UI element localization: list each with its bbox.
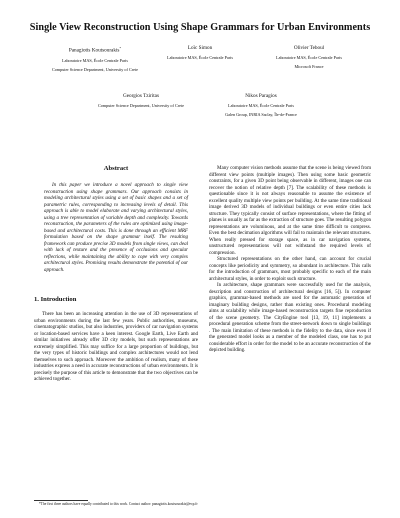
author-block-3 xyxy=(254,45,364,70)
author-block-5 xyxy=(206,93,316,118)
author-block-1 xyxy=(40,45,150,73)
author-affiliation: Galen Group, INRIA Saclay, Île-de-France xyxy=(225,112,297,118)
author-name: Nikos Paragios xyxy=(245,93,277,99)
paper-title: Single View Reconstruction Using Shape Grammars for Urban Environments xyxy=(29,22,371,33)
abstract-text: In this paper we introduce a novel approach to single view reconstruction using shape grammars. Our approach consists in modeling architectural styles using a set of basic shapes and a set of parametric rules, corresponding to increasing levels of detail. This approach is able to model elaborate and varying architectural styles, using a tree representation of variable depth and complexity. Towards reconstruction, the parameters of the rules are optimized using image-based and architectural costs. This is done through an efficient MRF formulation based on the shape grammar itself. The resulting framework can produce precise 3D models from single views, can deal with lack of texture and the presence of occlusions and specular reflections, while maintaining the ability to cope with very complex architectural styles. Promising results demonstrate the potential of our approach. xyxy=(44,182,188,273)
author-affiliation: Computer Science Department, University of Crete xyxy=(51,66,139,72)
abstract-heading: Abstract xyxy=(103,165,129,172)
author-affiliation: Laboratoire MAS, École Centrale Paris xyxy=(228,103,294,108)
paragraph: Many computer vision methods assume that the scene is being viewed from different view points (multiple images). Then using some basic geometric constraints, for a given 3D point being observable in different, images one can recover the notion of relative depth [7]. The scalability of these methods is questionable since it is not always reasonable to assume the existence of excellent quality multiple view points per building. At the same time traditional image derived 3D models of individual buildings or even entire cities lack structure. They typically consist of surface representations, where the fitting of planes is usually as far as the extraction of structure goes. The resulting polygon representations are voluminous, and at the same time difficult to compress. Even the best decimation algorithms will fail to maintain the relevant structures. When really pressed for storage space, as in car navigation systems, unstructured representations will not withstand the required levels of compression. xyxy=(209,165,372,256)
section-heading-introduction: 1. Introduction xyxy=(34,296,77,303)
paragraph: Structured representations on the other hand, can account for crucial concepts like periodicity and symmetry, so abundant in architecture. This calls for the introduction of grammars, most probably specific to each of the main architectural styles, in order to exploit such structure. xyxy=(209,256,371,282)
author-name: Georgios Tziritas xyxy=(123,93,159,99)
author-affiliation: Laboratoire MAS, École Centrale Paris xyxy=(167,55,233,60)
author-name: Panagiotis Koutsourakis* xyxy=(68,46,122,54)
paragraph: There has been an increasing attention in the use of 3D representations of urban environments during the last few years. Public authorities, museums, cinematographic studios, but also industries, providers of car navigation systems or location-based services have a keen interest. Google Earth, Live Earth and similar initiatives already offer 3D city models, but such representations are extremely simplified. This may suffice for a large proportion of buildings, but the very types of historic buildings and complex architectures would not lend themselves to such approach. Moreover the ambition of realism, many of these industries express a need in accurate reconstructions of urban environments. It is precisely the purpose of this article to demonstrate that the two objectives can be achieved together. xyxy=(34,311,198,383)
introduction-text xyxy=(34,311,198,383)
author-name: Loïc Simon xyxy=(187,45,213,51)
author-affiliation: Microsoft France xyxy=(294,64,324,70)
author-block-2 xyxy=(150,45,250,61)
author-affiliation: Laboratoire MAS, École Centrale Paris xyxy=(276,55,342,60)
footnote: *The first three authors have equally contributed to this work. Contact author: panagiotis.koutsourakis@ecp.fr xyxy=(39,501,198,506)
author-affiliation: Computer Science Department, University of Crete xyxy=(97,103,185,108)
author-name: Olivier Teboul xyxy=(293,45,325,51)
author-affiliation: Laboratoire MAS, École Centrale Paris xyxy=(62,57,128,63)
paragraph: In architecture, shape grammars were successfully used for the analysis, description and construction of architectural designs [16, 5]). In computer graphics, grammar-based methods are used for the automatic generation of imaginary building designs, rather than existing ones. Procedural modeling aims at scalability while image-based reconstruction targets fine reproduction of the scene geometry. The CityEngine tool [13, 19, 11] implements a procedural generation scheme from the street-network down to single buildings . The main limitation of these methods is the fidelity to the data, since even if the generated model looks as a member of the modeled class, one has to put considerable effort in order for the model to be an accurate reconstruction of the depicted building. xyxy=(209,282,371,354)
author-block-4 xyxy=(86,93,196,109)
right-column-text xyxy=(209,165,371,354)
